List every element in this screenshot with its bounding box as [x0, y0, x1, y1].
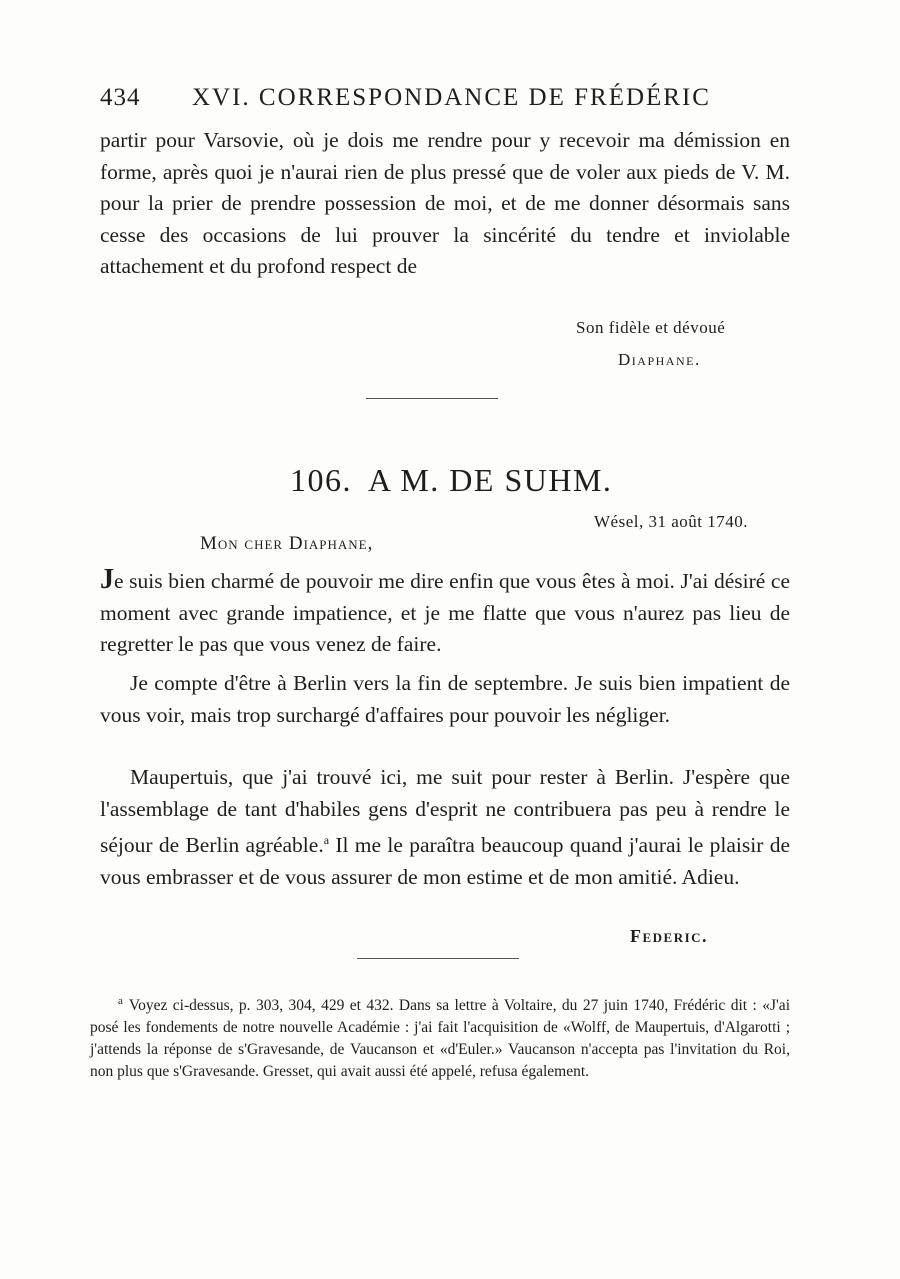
letter-title: A M. DE SUHM. [368, 462, 613, 498]
letter-dateline: Wésel, 31 août 1740. [594, 512, 748, 531]
footnote-text: Voyez ci-dessus, p. 303, 304, 429 et 432. Dans sa lettre à Voltaire, du 27 juin 1740, Frédéric dit : «J'ai posé les fondements de notre nouvelle Académie : j'ai fait l'acquisition de «Wolff, de Maupertuis, d'Algarotti ; j'attends la réponse de s'Gravesande, de Vaucanson et «d'Euler.» Vaucanson n'accepta pas l'invitation du Roi, non plus que s'Gravesande. Gresset, qui avait aussi été appelé, refusa également. [90, 997, 790, 1080]
footnote-label: a [118, 995, 123, 1007]
drop-cap: J [100, 564, 114, 595]
letter-paragraph-1 [100, 564, 790, 661]
letter-signature: Federic. [630, 926, 709, 946]
letter-salutation: Mon cher Diaphane, [200, 533, 374, 554]
paragraph-3-text-b: Il me le paraîtra beaucoup quand j'aurai le plaisir de vous embrasser et de vous assurer de mon estime et de mon amitié. Adieu. [100, 833, 790, 889]
running-header [100, 84, 790, 116]
letter-paragraph-3 [100, 762, 790, 893]
footnote [90, 990, 790, 1083]
paragraph-1-text: e suis bien charmé de pouvoir me dire enfin que vous êtes à moi. J'ai désiré ce moment avec grande impatience, et je me flatte que vous n'aurez pas lieu de regretter le pas que vous venez de faire. [100, 569, 790, 656]
footnote-marker[interactable]: a [323, 833, 330, 847]
footnote-divider [357, 958, 519, 959]
previous-letter-signature: Diaphane. [618, 350, 701, 369]
previous-letter-continuation: partir pour Varsovie, où je dois me rendre pour y recevoir ma démission en forme, après quoi je n'aurai rien de plus pressé que de voler aux pieds de V. M. pour la prier de prendre possession de moi, et de me donner désormais sans cesse des occasions de lui prouver la sincérité du tendre et inviolable attachement et du profond respect de [100, 128, 790, 278]
paragraph-3-text-a: Maupertuis, que j'ai trouvé ici, me suit pour rester à Berlin. J'espère que l'assemblage de tant d'habiles gens d'esprit ne contribuera pas peu à rendre le séjour de Berlin agréable. [100, 765, 790, 857]
running-title: XVI. CORRESPONDANCE DE FRÉDÉRIC [192, 84, 711, 111]
letter-paragraph-2: Je compte d'être à Berlin vers la fin de septembre. Je suis bien impatient de vous voir, mais trop surchargé d'affaires pour pouvoir les négliger. [100, 671, 790, 727]
page-number: 434 [100, 84, 141, 111]
section-divider [366, 398, 498, 399]
letter-heading [290, 462, 612, 499]
letter-number: 106. [290, 462, 352, 498]
previous-letter-closing: Son fidèle et dévoué [576, 318, 726, 337]
